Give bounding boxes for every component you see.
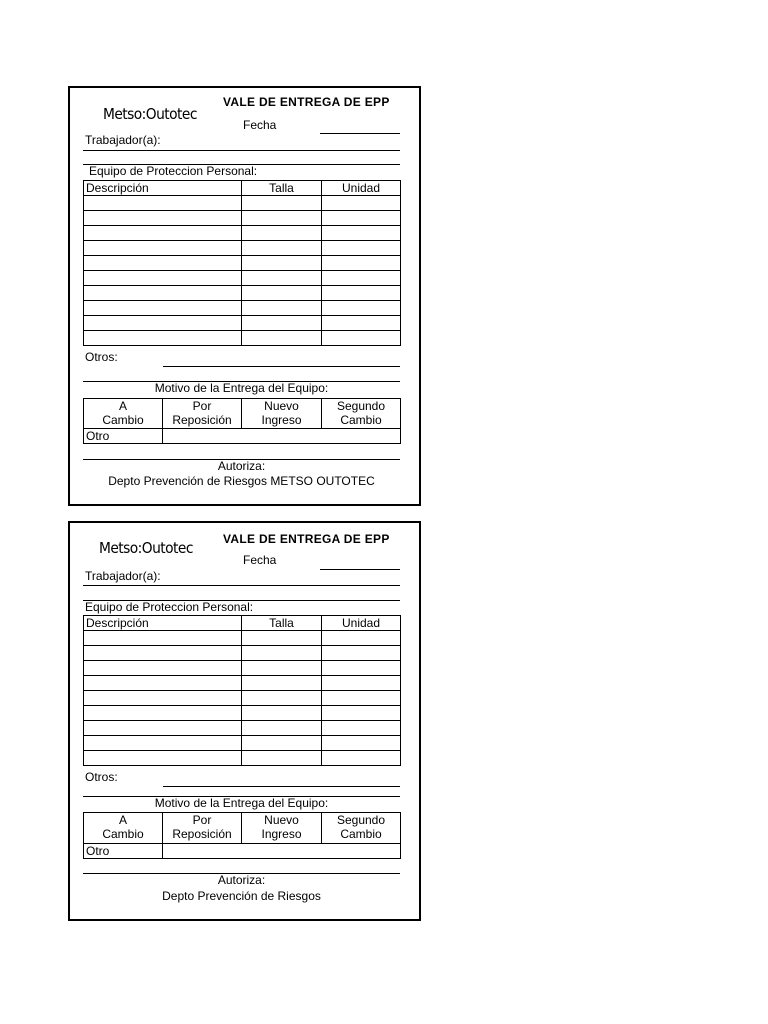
table-row: [84, 721, 401, 736]
column-header-unit: Unidad: [322, 616, 401, 631]
table-row: [84, 661, 401, 676]
table-row: [84, 631, 401, 646]
description-cell[interactable]: [84, 271, 242, 286]
table-row: [84, 271, 401, 286]
column-header-unit: Unidad: [322, 181, 401, 196]
worker-field-line[interactable]: [83, 150, 400, 151]
description-cell[interactable]: [84, 676, 242, 691]
description-cell[interactable]: [84, 256, 242, 271]
equipment-label: Equipo de Proteccion Personal:: [85, 600, 254, 614]
unit-cell[interactable]: [322, 286, 401, 301]
unit-cell[interactable]: [322, 646, 401, 661]
size-cell[interactable]: [242, 271, 322, 286]
size-cell[interactable]: [242, 631, 322, 646]
department-name: Depto Prevención de Riesgos METSO OUTOTEC: [108, 474, 375, 488]
worker-field-line[interactable]: [83, 585, 400, 586]
other-reason-field[interactable]: [163, 429, 401, 444]
size-cell[interactable]: [242, 211, 322, 226]
other-reason-field[interactable]: [163, 844, 401, 859]
unit-cell[interactable]: [322, 751, 401, 766]
size-cell[interactable]: [242, 196, 322, 211]
description-cell[interactable]: [84, 751, 242, 766]
equipment-label: Equipo de Proteccion Personal:: [89, 164, 258, 178]
size-cell[interactable]: [242, 706, 322, 721]
unit-cell[interactable]: [322, 721, 401, 736]
size-cell[interactable]: [242, 316, 322, 331]
epp-voucher-2: [68, 521, 421, 921]
description-cell[interactable]: [84, 286, 242, 301]
unit-cell[interactable]: [322, 331, 401, 346]
unit-cell[interactable]: [322, 226, 401, 241]
unit-cell[interactable]: [322, 241, 401, 256]
size-cell[interactable]: [242, 331, 322, 346]
date-field-line[interactable]: [320, 133, 400, 134]
unit-cell[interactable]: [322, 736, 401, 751]
table-row: [84, 256, 401, 271]
size-cell[interactable]: [242, 646, 322, 661]
company-logo: Metso:Outotec: [103, 105, 197, 123]
unit-cell[interactable]: [322, 691, 401, 706]
size-cell[interactable]: [242, 661, 322, 676]
authorize-label: Autoriza:: [217, 459, 266, 473]
size-cell[interactable]: [242, 676, 322, 691]
column-header-size: Talla: [242, 181, 322, 196]
unit-cell[interactable]: [322, 676, 401, 691]
company-logo: Metso:Outotec: [99, 539, 193, 557]
reason-option-change[interactable]: A Cambio: [84, 399, 163, 429]
unit-cell[interactable]: [322, 706, 401, 721]
reason-option-new-hire[interactable]: Nuevo Ingreso: [242, 399, 322, 429]
table-header-row: [84, 181, 401, 196]
reason-table: [83, 398, 401, 444]
size-cell[interactable]: [242, 721, 322, 736]
unit-cell[interactable]: [322, 196, 401, 211]
unit-cell[interactable]: [322, 211, 401, 226]
table-row: [84, 646, 401, 661]
worker-label: Trabajador(a):: [85, 133, 161, 147]
reason-option-second-change[interactable]: Segundo Cambio: [322, 399, 401, 429]
reason-title: Motivo de la Entrega del Equipo:: [154, 381, 329, 395]
description-cell[interactable]: [84, 631, 242, 646]
others-field-line[interactable]: [163, 786, 400, 787]
table-row: [84, 211, 401, 226]
table-row: [84, 706, 401, 721]
description-cell[interactable]: [84, 661, 242, 676]
equipment-table: [83, 180, 401, 346]
epp-voucher-1: [68, 86, 421, 506]
reason-option-replacement[interactable]: Por Reposición: [163, 813, 242, 844]
column-header-description: Descripción: [84, 616, 242, 631]
description-cell[interactable]: [84, 736, 242, 751]
size-cell[interactable]: [242, 256, 322, 271]
table-row: [84, 241, 401, 256]
table-row: [84, 331, 401, 346]
table-row: [84, 286, 401, 301]
description-cell[interactable]: [84, 211, 242, 226]
unit-cell[interactable]: [322, 661, 401, 676]
description-cell[interactable]: [84, 316, 242, 331]
reason-table: [83, 812, 401, 859]
size-cell[interactable]: [242, 226, 322, 241]
description-cell[interactable]: [84, 721, 242, 736]
description-cell[interactable]: [84, 301, 242, 316]
unit-cell[interactable]: [322, 316, 401, 331]
reason-title: Motivo de la Entrega del Equipo:: [154, 796, 329, 810]
unit-cell[interactable]: [322, 301, 401, 316]
column-header-size: Talla: [242, 616, 322, 631]
worker-label: Trabajador(a):: [85, 569, 161, 583]
table-row: [84, 676, 401, 691]
reason-option-replacement[interactable]: Por Reposición: [163, 399, 242, 429]
description-cell[interactable]: [84, 241, 242, 256]
size-cell[interactable]: [242, 241, 322, 256]
size-cell[interactable]: [242, 736, 322, 751]
department-name: Depto Prevención de Riesgos: [162, 889, 321, 903]
date-label: Fecha: [243, 553, 277, 567]
table-row: [84, 736, 401, 751]
other-reason-label: Otro: [84, 429, 163, 444]
size-cell[interactable]: [242, 286, 322, 301]
others-label: Otros:: [85, 770, 118, 784]
table-row: [84, 691, 401, 706]
size-cell[interactable]: [242, 691, 322, 706]
description-cell[interactable]: [84, 706, 242, 721]
reason-option-second-change[interactable]: Segundo Cambio: [322, 813, 401, 844]
reason-option-change[interactable]: A Cambio: [84, 813, 163, 844]
description-cell[interactable]: [84, 196, 242, 211]
table-row: [84, 301, 401, 316]
others-field-line[interactable]: [163, 366, 400, 367]
voucher-title: VALE DE ENTREGA DE EPP: [223, 95, 390, 109]
description-cell[interactable]: [84, 226, 242, 241]
table-row: [84, 751, 401, 766]
date-label: Fecha: [243, 118, 277, 132]
others-label: Otros:: [85, 350, 118, 364]
unit-cell[interactable]: [322, 271, 401, 286]
equipment-table: [83, 615, 401, 766]
reason-option-new-hire[interactable]: Nuevo Ingreso: [242, 813, 322, 844]
description-cell[interactable]: [84, 331, 242, 346]
date-field-line[interactable]: [320, 569, 400, 570]
unit-cell[interactable]: [322, 631, 401, 646]
table-row: [84, 196, 401, 211]
column-header-description: Descripción: [84, 181, 242, 196]
voucher-title: VALE DE ENTREGA DE EPP: [223, 532, 390, 546]
table-row: [84, 316, 401, 331]
table-row: [84, 226, 401, 241]
authorize-label: Autoriza:: [217, 873, 266, 887]
size-cell[interactable]: [242, 751, 322, 766]
size-cell[interactable]: [242, 301, 322, 316]
table-header-row: [84, 616, 401, 631]
unit-cell[interactable]: [322, 256, 401, 271]
other-reason-label: Otro: [84, 844, 163, 859]
description-cell[interactable]: [84, 691, 242, 706]
description-cell[interactable]: [84, 646, 242, 661]
